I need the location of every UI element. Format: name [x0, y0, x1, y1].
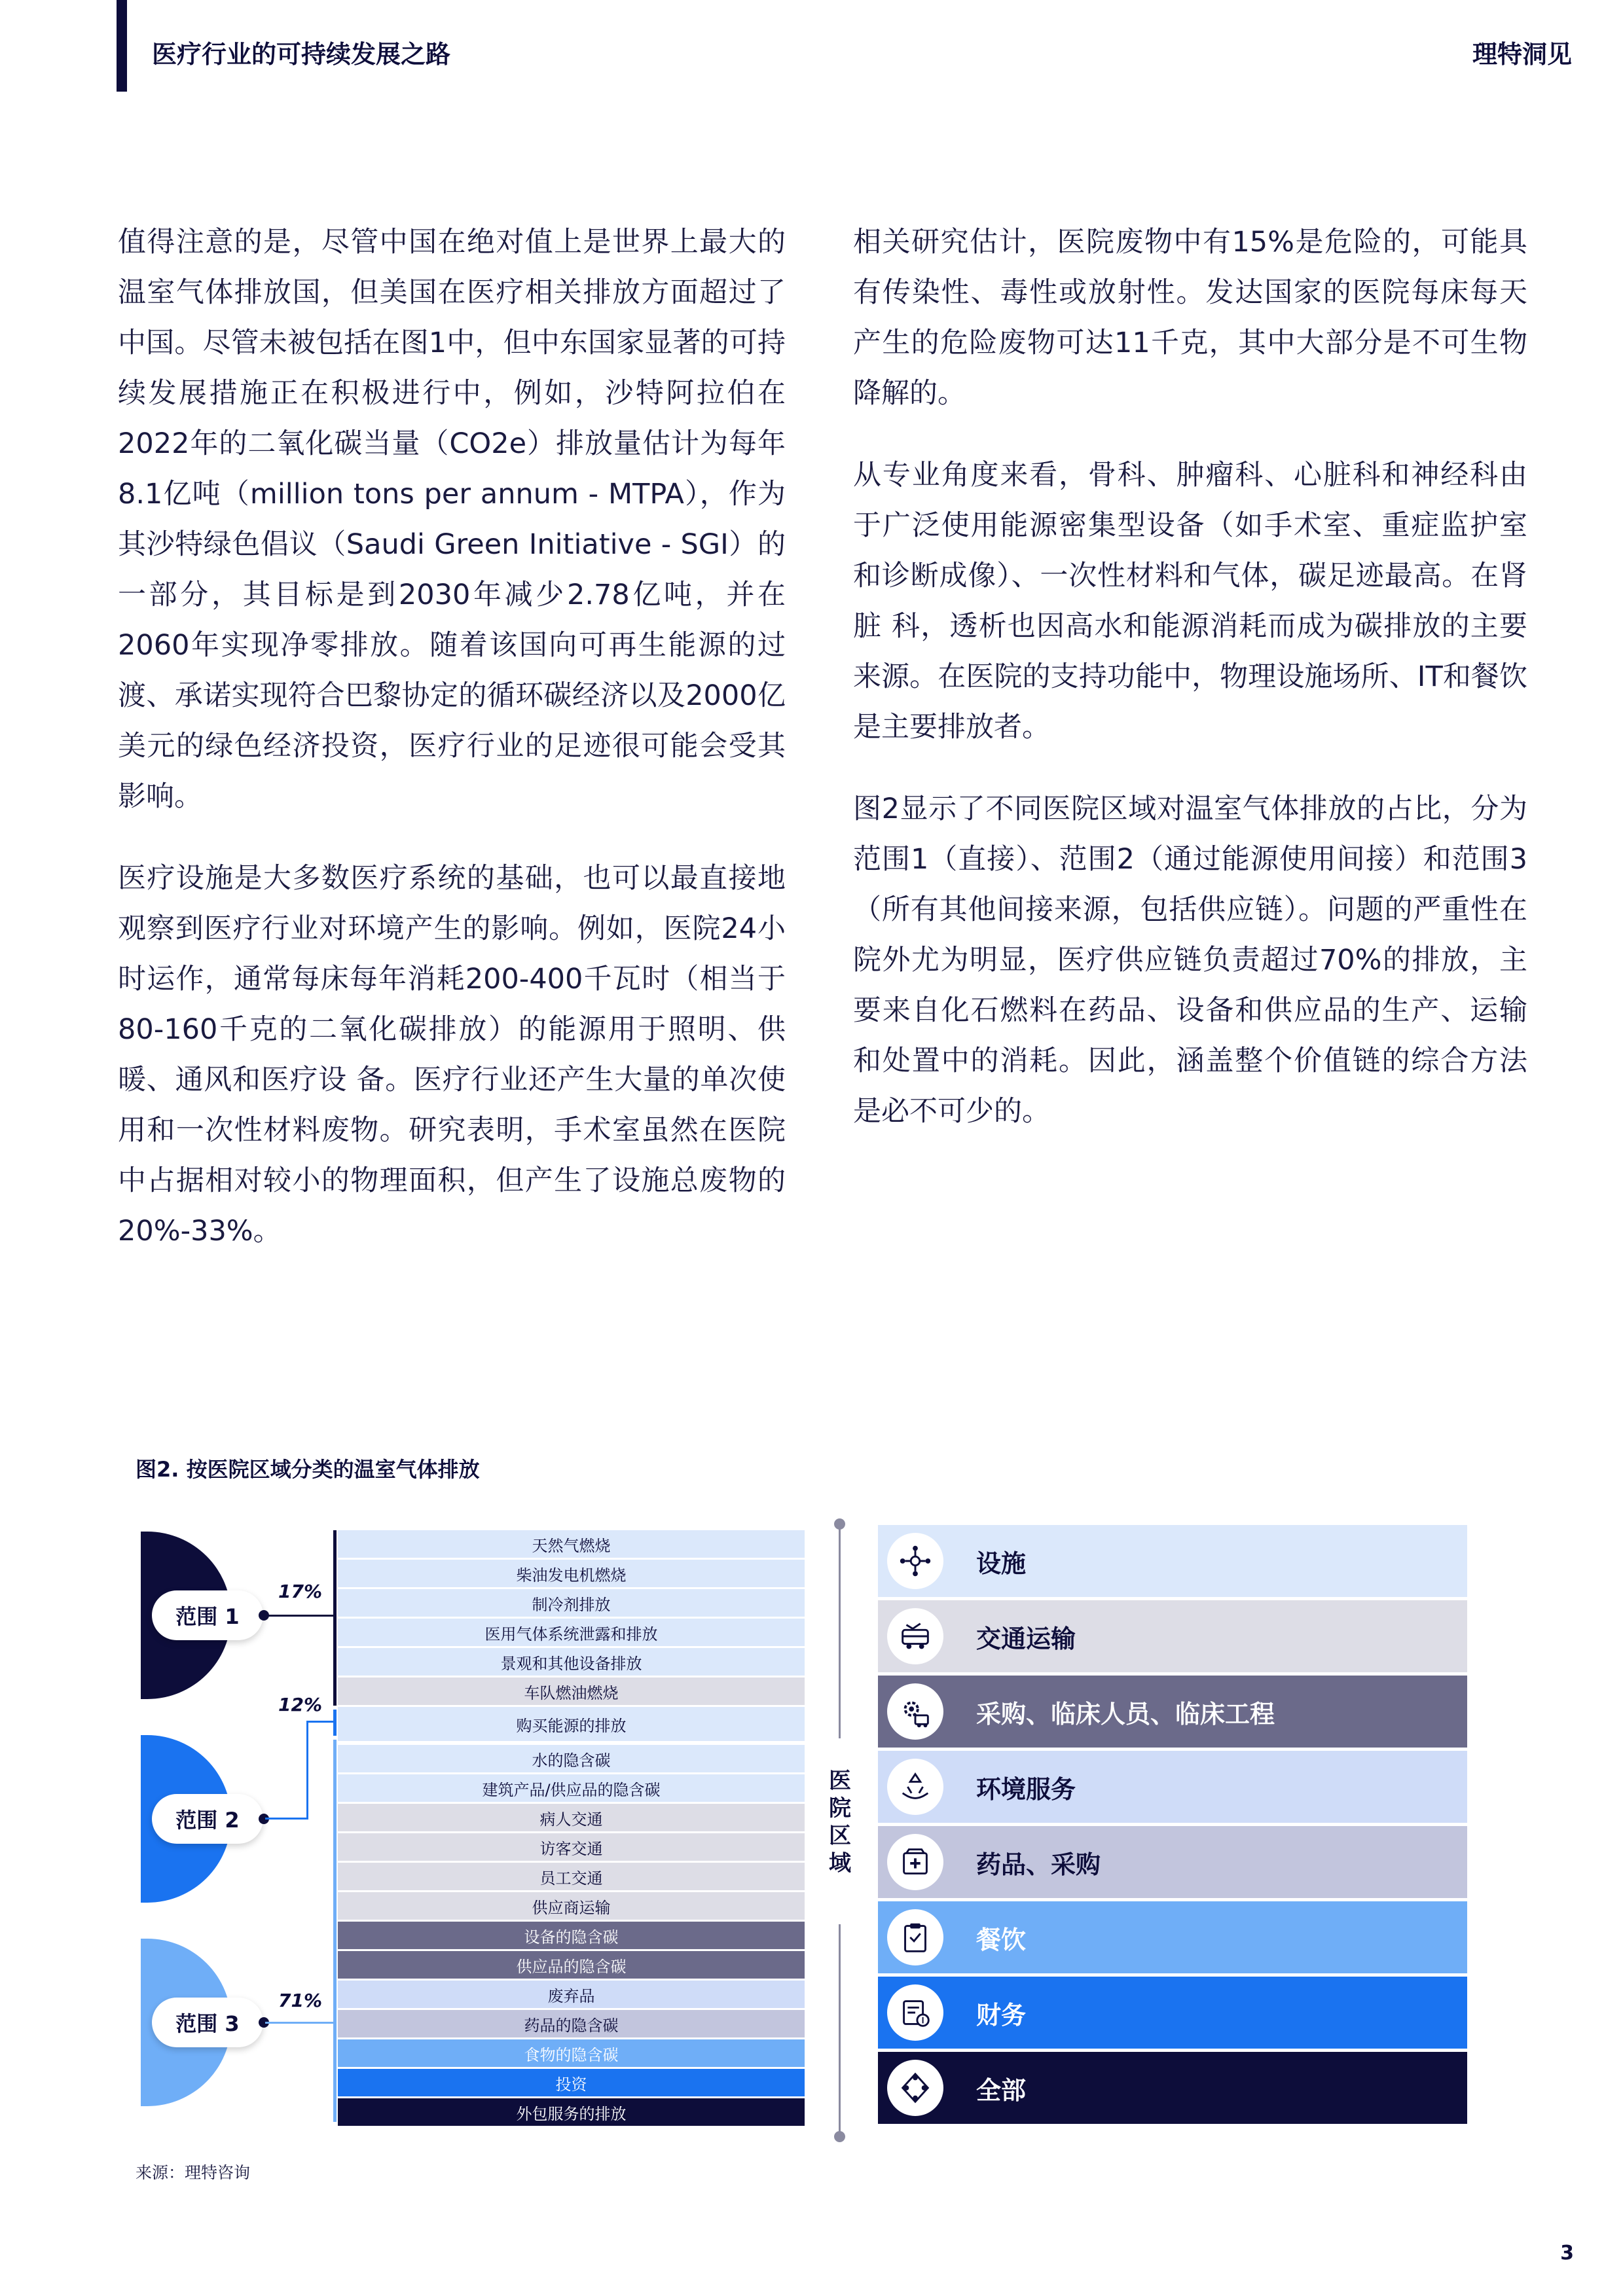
scope-1-connector — [265, 1615, 334, 1617]
hospital-zone — [878, 2052, 1467, 2124]
network-nodes-icon — [887, 1533, 943, 1589]
paragraph: 相关研究估计，医院废物中有15%是危险的，可能具有传染性、毒性或放射性。发达国家的医院每床每天产生的危险废物可达11千克，其中大部分是不可生物降解的。 — [853, 226, 1527, 410]
right-column — [853, 217, 1527, 1168]
hospital-zone-label: 采购、临床人员、临床工程 — [976, 1699, 1275, 1729]
scope-2-label: 范围 2 — [152, 1794, 263, 1844]
zone-connector-dot-bottom — [834, 2131, 845, 2142]
scope-3-connector — [265, 2022, 334, 2024]
hands-recycle-icon — [887, 1759, 943, 1815]
hospital-zone-label: 餐饮 — [976, 1925, 1027, 1954]
paragraph: 医疗设施是大多数医疗系统的基础，也可以最直接地观察到医疗行业对环境产生的影响。例如，医院24小时运作，通常每床每年消耗200-400千瓦时（相当于80-160千克的二氧化碳排放）的能源用于照明、供暖、通风和医疗设 备。医疗行业还产生大量的单次使用和一次性材料废物。研究表明，手术室虽然在医院中占据相对较小的物理面积，但产生了设施总废物的20%-33%。 — [118, 862, 786, 1247]
emission-row: 投资 — [338, 2069, 805, 2096]
hospital-zone — [878, 1600, 1467, 1672]
hospital-zone — [878, 1901, 1467, 1973]
emission-row: 水的隐含碳 — [338, 1745, 805, 1772]
emission-row: 医用气体系统泄露和排放 — [338, 1619, 805, 1646]
zone-connector-bottom — [839, 1924, 841, 2137]
emission-row: 废弃品 — [338, 1981, 805, 2008]
hospital-zone-label: 交通运输 — [976, 1624, 1076, 1653]
emission-row: 车队燃油燃烧 — [338, 1677, 805, 1705]
hospital-zone — [878, 1676, 1467, 1748]
emission-row: 天然气燃烧 — [338, 1530, 805, 1558]
emission-row: 食物的隐含碳 — [338, 2039, 805, 2067]
hospital-zone-label: 设施 — [976, 1549, 1027, 1578]
header-title: 医疗行业的可持续发展之路 — [152, 40, 451, 69]
zone-connector-top — [839, 1522, 841, 1738]
emission-row: 建筑产品/供应品的隐含碳 — [338, 1774, 805, 1802]
hospital-zone-list — [878, 1525, 1467, 2127]
emission-row: 制冷剂排放 — [338, 1589, 805, 1617]
emission-row: 供应品的隐含碳 — [338, 1951, 805, 1979]
emission-row: 员工交通 — [338, 1863, 805, 1890]
paragraph: 图2显示了不同医院区域对温室气体排放的占比，分为范围1（直接）、范围2（通过能源使用间接）和范围3（所有其他间接来源，包括供应链）。问题的严重性在院外尤为明显，医疗供应链负责超过70%的排放，主要来自化石燃料在药品、设备和供应品的生产、运输和处置中的消耗。因此，涵盖整个价值链的综合方法是必不可少的。 — [853, 793, 1527, 1128]
emission-row: 景观和其他设备排放 — [338, 1648, 805, 1676]
scope-3-bracket — [333, 1740, 337, 2122]
hospital-zone-label: 环境服务 — [976, 1774, 1076, 1804]
scope-2-percent: 12% — [278, 1694, 323, 1715]
zone-title: 医院区域 — [829, 1768, 851, 1876]
scope-2-connector — [265, 1818, 308, 1820]
emission-row: 购买能源的排放 — [338, 1707, 805, 1741]
paragraph: 值得注意的是，尽管中国在绝对值上是世界上最大的温室气体排放国，但美国在医疗相关排放方面超过了中国。尽管未被包括在图1中，但中东国家显著的可持续发展措施正在积极进行中，例如，沙特阿拉伯在2022年的二氧化碳当量（CO2e）排放量估计为每年8.1亿吨（million tons per annum - MTPA），作为其沙特绿色倡议（Saudi Green Initiative - SGI）的一部分，其目标是到2030年减少2.78亿吨，并在2060年实现净零排放。随着该国向可再生能源的过渡、承诺实现符合巴黎协定的循环碳经济以及2000亿美元的绿色经济投资，医疗行业的足迹很可能会受其影响。 — [118, 226, 786, 813]
gears-icon — [887, 1683, 943, 1740]
scope-2-connector-vertical — [306, 1721, 308, 1820]
emission-source-list — [338, 1530, 805, 2128]
emission-row: 病人交通 — [338, 1804, 805, 1831]
figure-caption: 图2. 按医院区域分类的温室气体排放 — [136, 1457, 480, 1482]
scope-2-connector-top — [306, 1721, 334, 1723]
figure-source: 来源：理特咨询 — [136, 2163, 251, 2182]
header-brand: 理特洞见 — [1472, 40, 1572, 69]
hospital-zone — [878, 1977, 1467, 2049]
hospital-zone-label: 财务 — [976, 2000, 1027, 2030]
emission-row: 柴油发电机燃烧 — [338, 1560, 805, 1587]
header-accent-bar — [117, 0, 127, 92]
scope-3-label: 范围 3 — [152, 1998, 263, 2047]
hospital-zone — [878, 1826, 1467, 1898]
page-number: 3 — [1560, 2242, 1574, 2265]
emission-row: 设备的隐含碳 — [338, 1922, 805, 1949]
all-icon — [887, 2060, 943, 2116]
hospital-zone — [878, 1525, 1467, 1597]
hospital-zone — [878, 1751, 1467, 1823]
emission-row: 供应商运输 — [338, 1892, 805, 1920]
left-column — [118, 217, 786, 1288]
scope-3-percent: 71% — [278, 1990, 323, 2011]
scope-1-bracket — [333, 1530, 337, 1706]
bus-icon — [887, 1608, 943, 1664]
clipboard-icon — [887, 1909, 943, 1965]
emission-row: 访客交通 — [338, 1833, 805, 1861]
hospital-zone-label: 药品、采购 — [976, 1850, 1101, 1879]
emission-row: 药品的隐含碳 — [338, 2010, 805, 2037]
scope-1-percent: 17% — [278, 1581, 323, 1602]
scope-2-bracket — [333, 1710, 337, 1736]
hospital-zone-label: 全部 — [976, 2075, 1027, 2105]
emission-row: 外包服务的排放 — [338, 2098, 805, 2126]
zone-connector-dot-top — [834, 1518, 845, 1530]
paragraph: 从专业角度来看，骨科、肿瘤科、心脏科和神经科由于广泛使用能源密集型设备（如手术室、重症监护室和诊断成像）、一次性材料和气体，碳足迹最高。在肾脏 科，透析也因高水和能源消耗而成为碳排放的主要来源。在医院的支持功能中，物理设施场所、IT和餐饮是主要排放者。 — [853, 459, 1527, 744]
scope-1-label: 范围 1 — [152, 1590, 263, 1640]
finance-icon — [887, 1984, 943, 2041]
pharmacy-icon — [887, 1834, 943, 1890]
